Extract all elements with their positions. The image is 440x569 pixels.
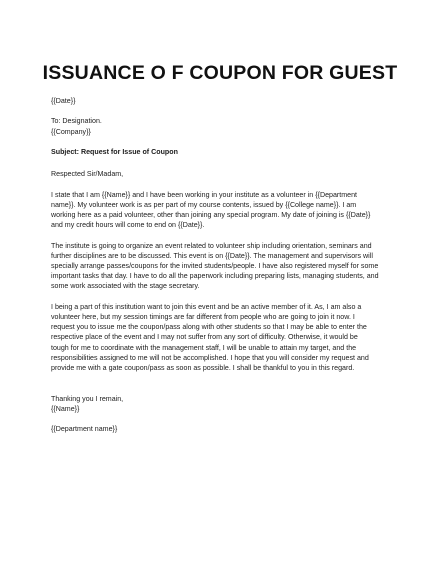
paragraph-3 [51,302,396,373]
paragraph-line: working here as a paid volunteer, other than joining any special program. My date of joining is {{Date}} [51,210,371,219]
paragraph-line: I being a part of this institution want to join this event and be an active member of it. As, I am also a [51,302,362,311]
recipient-designation: To: Designation. [51,117,102,126]
subject-line: Subject: Request for Issue of Coupon [51,147,178,156]
paragraph-line: volunteer here, but my session timings are far different from people who are going to join it now. I [51,312,355,321]
paragraph-1 [51,190,396,231]
recipient-company: {{Company}} [51,127,91,136]
paragraph-line: specially arrange passes/coupons for the invited students/people. I have also registered myself for some [51,261,379,270]
paragraph-line: further disciplines are to be discussed. This event is on {{Date}}. The management and supervisors will [51,251,373,260]
paragraph-line: provide me with a gate coupon/pass as soon as possible. I shall be thankful to you in this regard. [51,364,355,372]
paragraph-line: request you to issue me the coupon/pass along with other students so that I may be able to enter the [51,323,367,332]
paragraph-2 [51,241,396,292]
closing-name: {{Name}} [51,404,80,413]
date-placeholder: {{Date}} [51,97,76,105]
paragraph-line: responsibilities assigned to me will not be accomplished. I hope that you will consider my request and [51,353,369,362]
paragraph-line: The institute is going to organize an event related to volunteer ship including orientation, seminars and [51,241,372,250]
letter-body [51,96,396,434]
paragraph-line: and my credit hours will come to end on {{Date}}. [51,221,205,230]
document-title: ISSUANCE O F COUPON FOR GUEST [42,62,398,84]
paragraph-line: I state that I am {{Name}} and I have been working in your institute as a volunteer in {{Department [51,190,358,199]
paragraph-line: name}}. My volunteer work is as per part of my course contents, issued by {{College name}}. I am [51,200,357,209]
paragraph-line: important tasks that day. I have to do all the paperwork including preparing lists, managing students, and [51,272,379,281]
closing-line: Thanking you I remain, [51,394,124,403]
paragraph-line: respective place of the event and I may not suffer from any sort of difficulty. Otherwise, it would be [51,333,358,342]
department-name: {{Department name}} [51,425,118,434]
paragraph-line: some work associated with the stage secretary. [51,282,200,291]
salutation: Respected Sir/Madam, [51,170,124,179]
paragraph-line: tough for me to coordinate with the management staff, I will be unable to attain my target, and the [51,343,357,352]
